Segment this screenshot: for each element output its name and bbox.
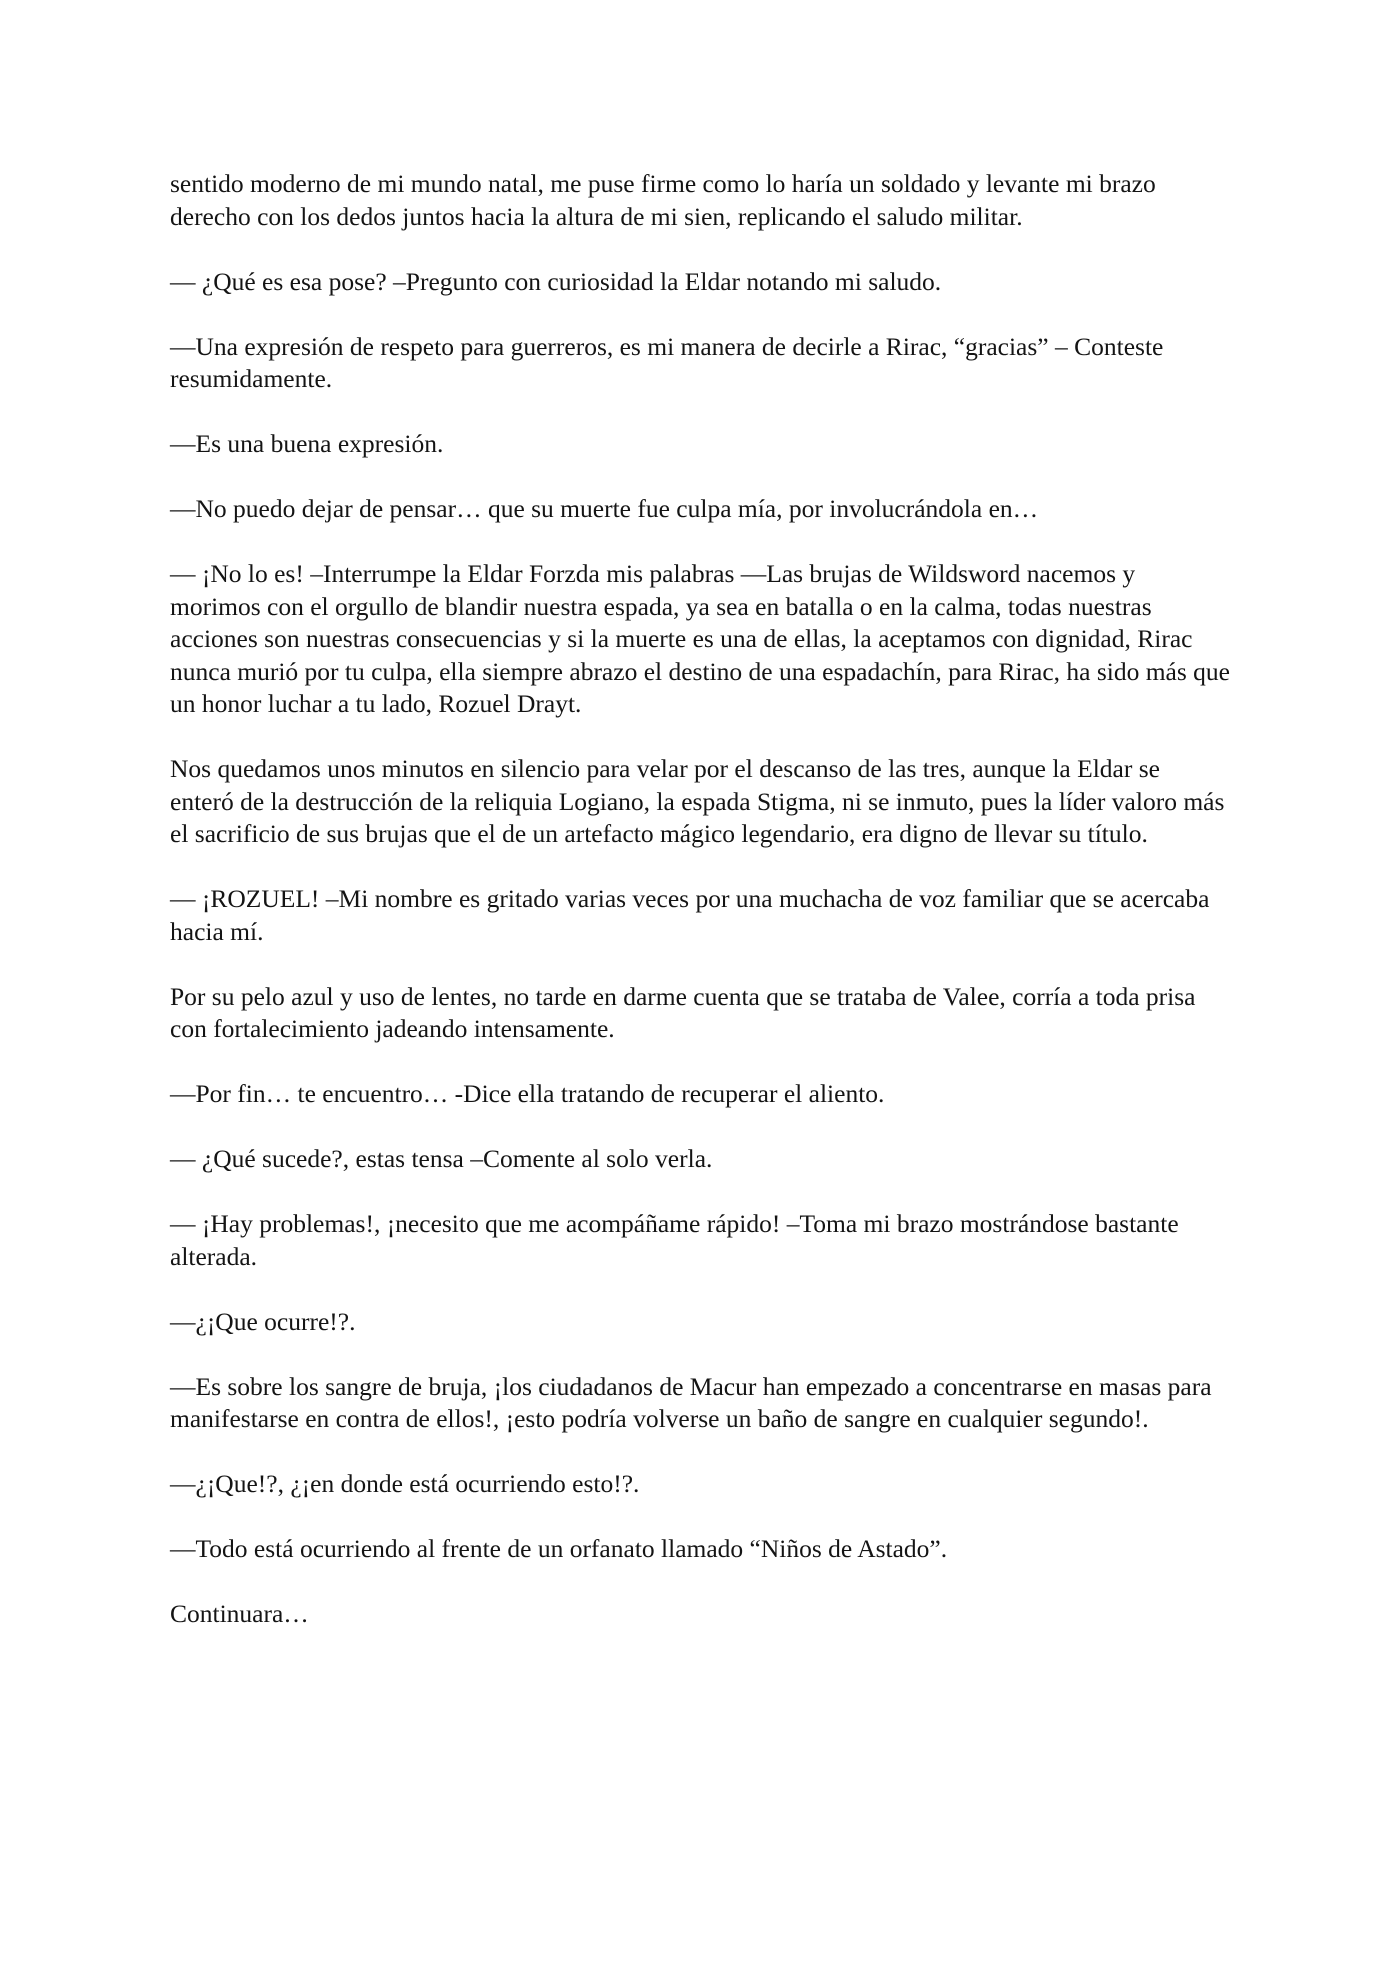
paragraph-8: — ¡ROZUEL! –Mi nombre es gritado varias veces por una muchacha de voz familiar que se acercaba hacia mí.	[170, 884, 1210, 946]
paragraph-12: — ¡Hay problemas!, ¡necesito que me acompáñame rápido! –Toma mi brazo mostrándose bastante alterada.	[170, 1209, 1179, 1271]
paragraph-10: —Por fin… te encuentro… -Dice ella tratando de recuperar el aliento.	[170, 1079, 885, 1108]
paragraph-9: Por su pelo azul y uso de lentes, no tarde en darme cuenta que se trataba de Valee, corría a toda prisa con fortalecimiento jadeando intensamente.	[170, 981, 1196, 1043]
paragraph-11: — ¿Qué sucede?, estas tensa –Comente al solo verla.	[170, 1144, 713, 1173]
paragraph-2: — ¿Qué es esa pose? –Pregunto con curiosidad la Eldar notando mi saludo.	[170, 266, 942, 296]
document-body	[170, 168, 1230, 1663]
paragraph-17: Continuara…	[170, 1599, 309, 1628]
paragraph-3: —Una expresión de respeto para guerreros, es mi manera de decirle a Rirac, “gracias” – Conteste resumidamente.	[170, 331, 1164, 393]
paragraph-13: —¿¡Que ocurre!?.	[170, 1306, 356, 1336]
paragraph-1: sentido moderno de mi mundo natal, me puse firme como lo haría un soldado y levante mi brazo derecho con los dedos juntos hacia la altura de mi sien, replicando el saludo militar.	[170, 169, 1156, 231]
paragraph-14: —Es sobre los sangre de bruja, ¡los ciudadanos de Macur han empezado a concentrarse en masas para manifestarse en contra de ellos!, ¡esto podría volverse un baño de sangre en cualquier segundo!.	[170, 1371, 1212, 1433]
paragraph-6: — ¡No lo es! –Interrumpe la Eldar Forzda mis palabras —Las brujas de Wildsword nacemos y morimos con el orgullo de blandir nuestra espada, ya sea en batalla o en la calma, todas nuestras acciones son nuestras consecuencias y si la muerte es una de ellas, la aceptamos con dignidad, Rirac nunca murió por tu culpa, ella siempre abrazo el destino de una espadachín, para Rirac, ha sido más que un honor luchar a tu lado, Rozuel Drayt.	[170, 559, 1230, 718]
paragraph-16: —Todo está ocurriendo al frente de un orfanato llamado “Niños de Astado”.	[170, 1534, 948, 1563]
paragraph-15: —¿¡Que!?, ¿¡en donde está ocurriendo esto!?.	[170, 1469, 640, 1498]
paragraph-7: Nos quedamos unos minutos en silencio para velar por el descanso de las tres, aunque la Eldar se enteró de la destrucción de la reliquia Logiano, la espada Stigma, ni se inmuto, pues la líder valoro más el sacrificio de sus brujas que el de un artefacto mágico legendario, era digno de llevar su título.	[170, 754, 1225, 848]
paragraph-4: —Es una buena expresión.	[170, 429, 444, 458]
paragraph-5: —No puedo dejar de pensar… que su muerte fue culpa mía, por involucrándola en…	[170, 494, 1039, 523]
